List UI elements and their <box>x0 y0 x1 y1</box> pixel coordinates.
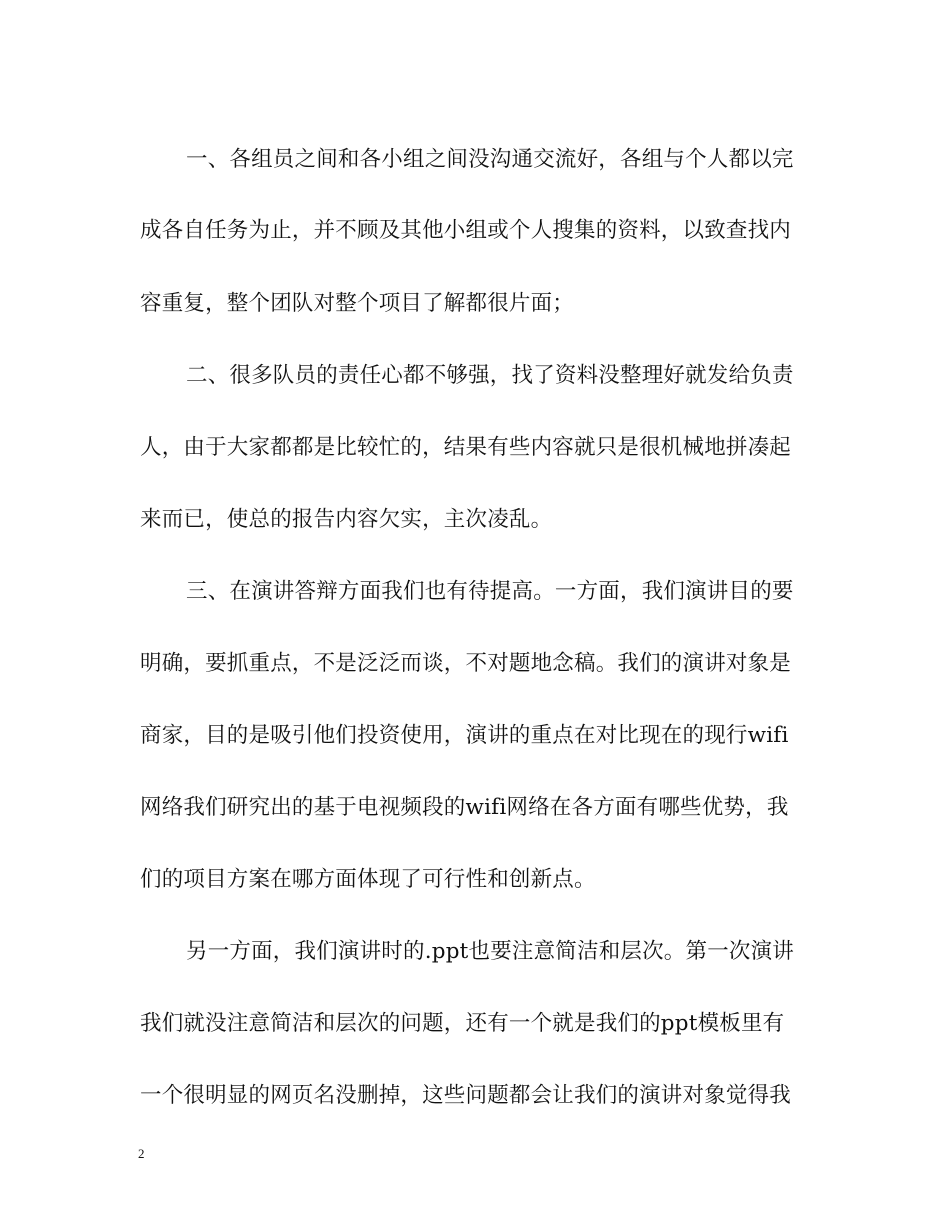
text-line: 商家，目的是吸引他们投资使用，演讲的重点在对比现在的现行wifi <box>140 723 789 748</box>
text-line: 们的项目方案在哪方面体现了可行性和创新点。 <box>140 867 596 892</box>
text-line: 一、各组员之间和各小组之间没沟通交流好，各组与个人都以完 <box>186 147 794 172</box>
text-line: 明确，要抓重点，不是泛泛而谈，不对题地念稿。我们的演讲对象是 <box>140 651 792 676</box>
text-line: 我们就没注意简洁和层次的问题，还有一个就是我们的ppt模板里有 <box>140 1011 785 1036</box>
text-line: 一个很明显的网页名没删掉，这些问题都会让我们的演讲对象觉得我 <box>140 1083 792 1108</box>
page-number: 2 <box>138 1146 145 1161</box>
text-line: 人，由于大家都都是比较忙的，结果有些内容就只是很机械地拼凑起 <box>140 435 792 460</box>
text-line: 容重复，整个团队对整个项目了解都很片面； <box>140 291 575 316</box>
text-line: 来而已，使总的报告内容欠实，主次凌乱。 <box>140 507 553 532</box>
text-line: 成各自任务为止，并不顾及其他小组或个人搜集的资料，以致查找内 <box>140 218 792 243</box>
text-line: 另一方面，我们演讲时的.ppt也要注意简洁和层次。第一次演讲 <box>186 939 795 964</box>
text-line: 网络我们研究出的基于电视频段的wifi网络在各方面有哪些优势，我 <box>140 795 789 820</box>
text-line: 三、在演讲答辩方面我们也有待提高。一方面，我们演讲目的要 <box>186 579 794 604</box>
text-line: 二、很多队员的责任心都不够强，找了资料没整理好就发给负责 <box>186 363 794 388</box>
